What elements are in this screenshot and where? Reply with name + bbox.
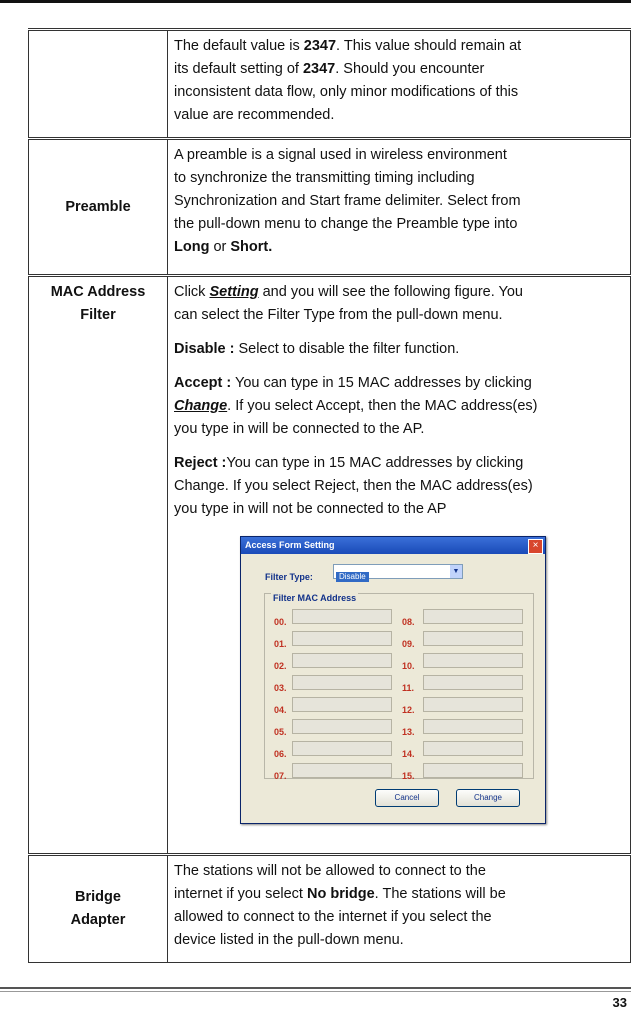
text-line: the pull-down menu to change the Preamble type into: [174, 216, 518, 232]
mac-input[interactable]: [423, 609, 523, 624]
text-line: inconsistent data flow, only minor modifications of this: [174, 84, 519, 100]
text-line: to synchronize the transmitting timing including: [174, 170, 475, 186]
mac-label: 09.: [402, 639, 415, 649]
mac-input[interactable]: [292, 653, 392, 668]
mac-input[interactable]: [292, 631, 392, 646]
mac-label: 06.: [274, 749, 287, 759]
row-label-empty: [29, 30, 168, 139]
text-line: Synchronization and Start frame delimiter. Select from: [174, 193, 521, 209]
mac-input[interactable]: [292, 763, 392, 778]
text-line: Change. If you select Reject, then the MAC address(es): [174, 478, 533, 494]
text-line: Click Setting and you will see the following figure. You: [174, 284, 523, 300]
cancel-button[interactable]: Cancel: [375, 789, 439, 807]
chevron-down-icon[interactable]: ▼: [450, 565, 462, 578]
footer-rule-thin: [0, 991, 631, 992]
row-label-preamble: Preamble: [29, 139, 168, 276]
filter-mac-group: [264, 593, 534, 779]
text-line: Reject :You can type in 15 MAC addresses by clicking: [174, 455, 524, 471]
access-form-dialog: [240, 536, 546, 824]
mac-label: 01.: [274, 639, 287, 649]
mac-label: 05.: [274, 727, 287, 737]
change-link[interactable]: Change: [174, 398, 228, 414]
text-line: internet if you select No bridge. The stations will be: [174, 886, 506, 902]
text-line: Disable : Select to disable the filter function.: [174, 341, 460, 357]
row-description-bridge-adapter: [168, 855, 631, 963]
text-line: The stations will not be allowed to connect to the: [174, 863, 486, 879]
text-line: device listed in the pull-down menu.: [174, 932, 404, 948]
row-description-rts: [168, 30, 631, 139]
mac-input[interactable]: [292, 697, 392, 712]
mac-label: 13.: [402, 727, 415, 737]
filter-type-value: Disable: [336, 572, 369, 582]
mac-label: 15.: [402, 771, 415, 781]
text-line: Accept : You can type in 15 MAC addresses by clicking: [174, 375, 532, 391]
filter-type-select[interactable]: [333, 564, 463, 579]
mac-input[interactable]: [292, 719, 392, 734]
table-row-mac-filter: [29, 276, 631, 855]
mac-input[interactable]: [423, 719, 523, 734]
label-line: Bridge: [75, 889, 121, 905]
text-line: Long or Short.: [174, 239, 273, 255]
mac-input[interactable]: [423, 763, 523, 778]
mac-input[interactable]: [292, 609, 392, 624]
mac-label: 04.: [274, 705, 287, 715]
text-line: you type in will not be connected to the AP: [174, 501, 447, 517]
mac-label: 08.: [402, 617, 415, 627]
text-line: allowed to connect to the internet if you select the: [174, 909, 492, 925]
close-icon[interactable]: ×: [528, 539, 543, 554]
row-label-mac-filter: [29, 276, 168, 855]
page-number: 33: [612, 995, 627, 1010]
mac-input[interactable]: [292, 741, 392, 756]
mac-input[interactable]: [423, 653, 523, 668]
change-button[interactable]: Change: [456, 789, 520, 807]
label-line: Filter: [80, 307, 116, 323]
label-line: Adapter: [70, 912, 126, 928]
mac-input[interactable]: [423, 697, 523, 712]
text-line: value are recommended.: [174, 107, 335, 123]
table-row-bridge-adapter: [29, 855, 631, 963]
table-row-rts: [29, 30, 631, 139]
text-line: The default value is 2347. This value should remain at: [174, 38, 522, 54]
mac-label: 07.: [274, 771, 287, 781]
mac-input[interactable]: [292, 675, 392, 690]
label-line: MAC Address: [50, 284, 146, 300]
text-line: Change. If you select Accept, then the MAC address(es): [174, 398, 538, 414]
setting-link[interactable]: Setting: [209, 284, 259, 300]
mac-label: 00.: [274, 617, 287, 627]
mac-label: 02.: [274, 661, 287, 671]
mac-label: 10.: [402, 661, 415, 671]
mac-input[interactable]: [423, 741, 523, 756]
dialog-title: Access Form Setting: [241, 537, 545, 554]
settings-table: [28, 28, 631, 963]
footer-rule: [0, 987, 631, 989]
row-description-mac-filter: [168, 276, 631, 855]
text-line: can select the Filter Type from the pull-down menu.: [174, 307, 503, 323]
table-row-preamble: [29, 139, 631, 276]
text-line: you type in will be connected to the AP.: [174, 421, 425, 437]
filter-type-label: Filter Type:: [265, 572, 313, 582]
row-label-bridge-adapter: [29, 855, 168, 963]
top-rule: [0, 0, 631, 3]
mac-label: 03.: [274, 683, 287, 693]
mac-label: 12.: [402, 705, 415, 715]
row-description-preamble: [168, 139, 631, 276]
text-line: its default setting of 2347. Should you encounter: [174, 61, 485, 77]
group-title: Filter MAC Address: [271, 587, 358, 610]
mac-input[interactable]: [423, 631, 523, 646]
text-line: A preamble is a signal used in wireless environment: [174, 147, 507, 163]
mac-label: 14.: [402, 749, 415, 759]
mac-input[interactable]: [423, 675, 523, 690]
mac-label: 11.: [402, 683, 415, 693]
